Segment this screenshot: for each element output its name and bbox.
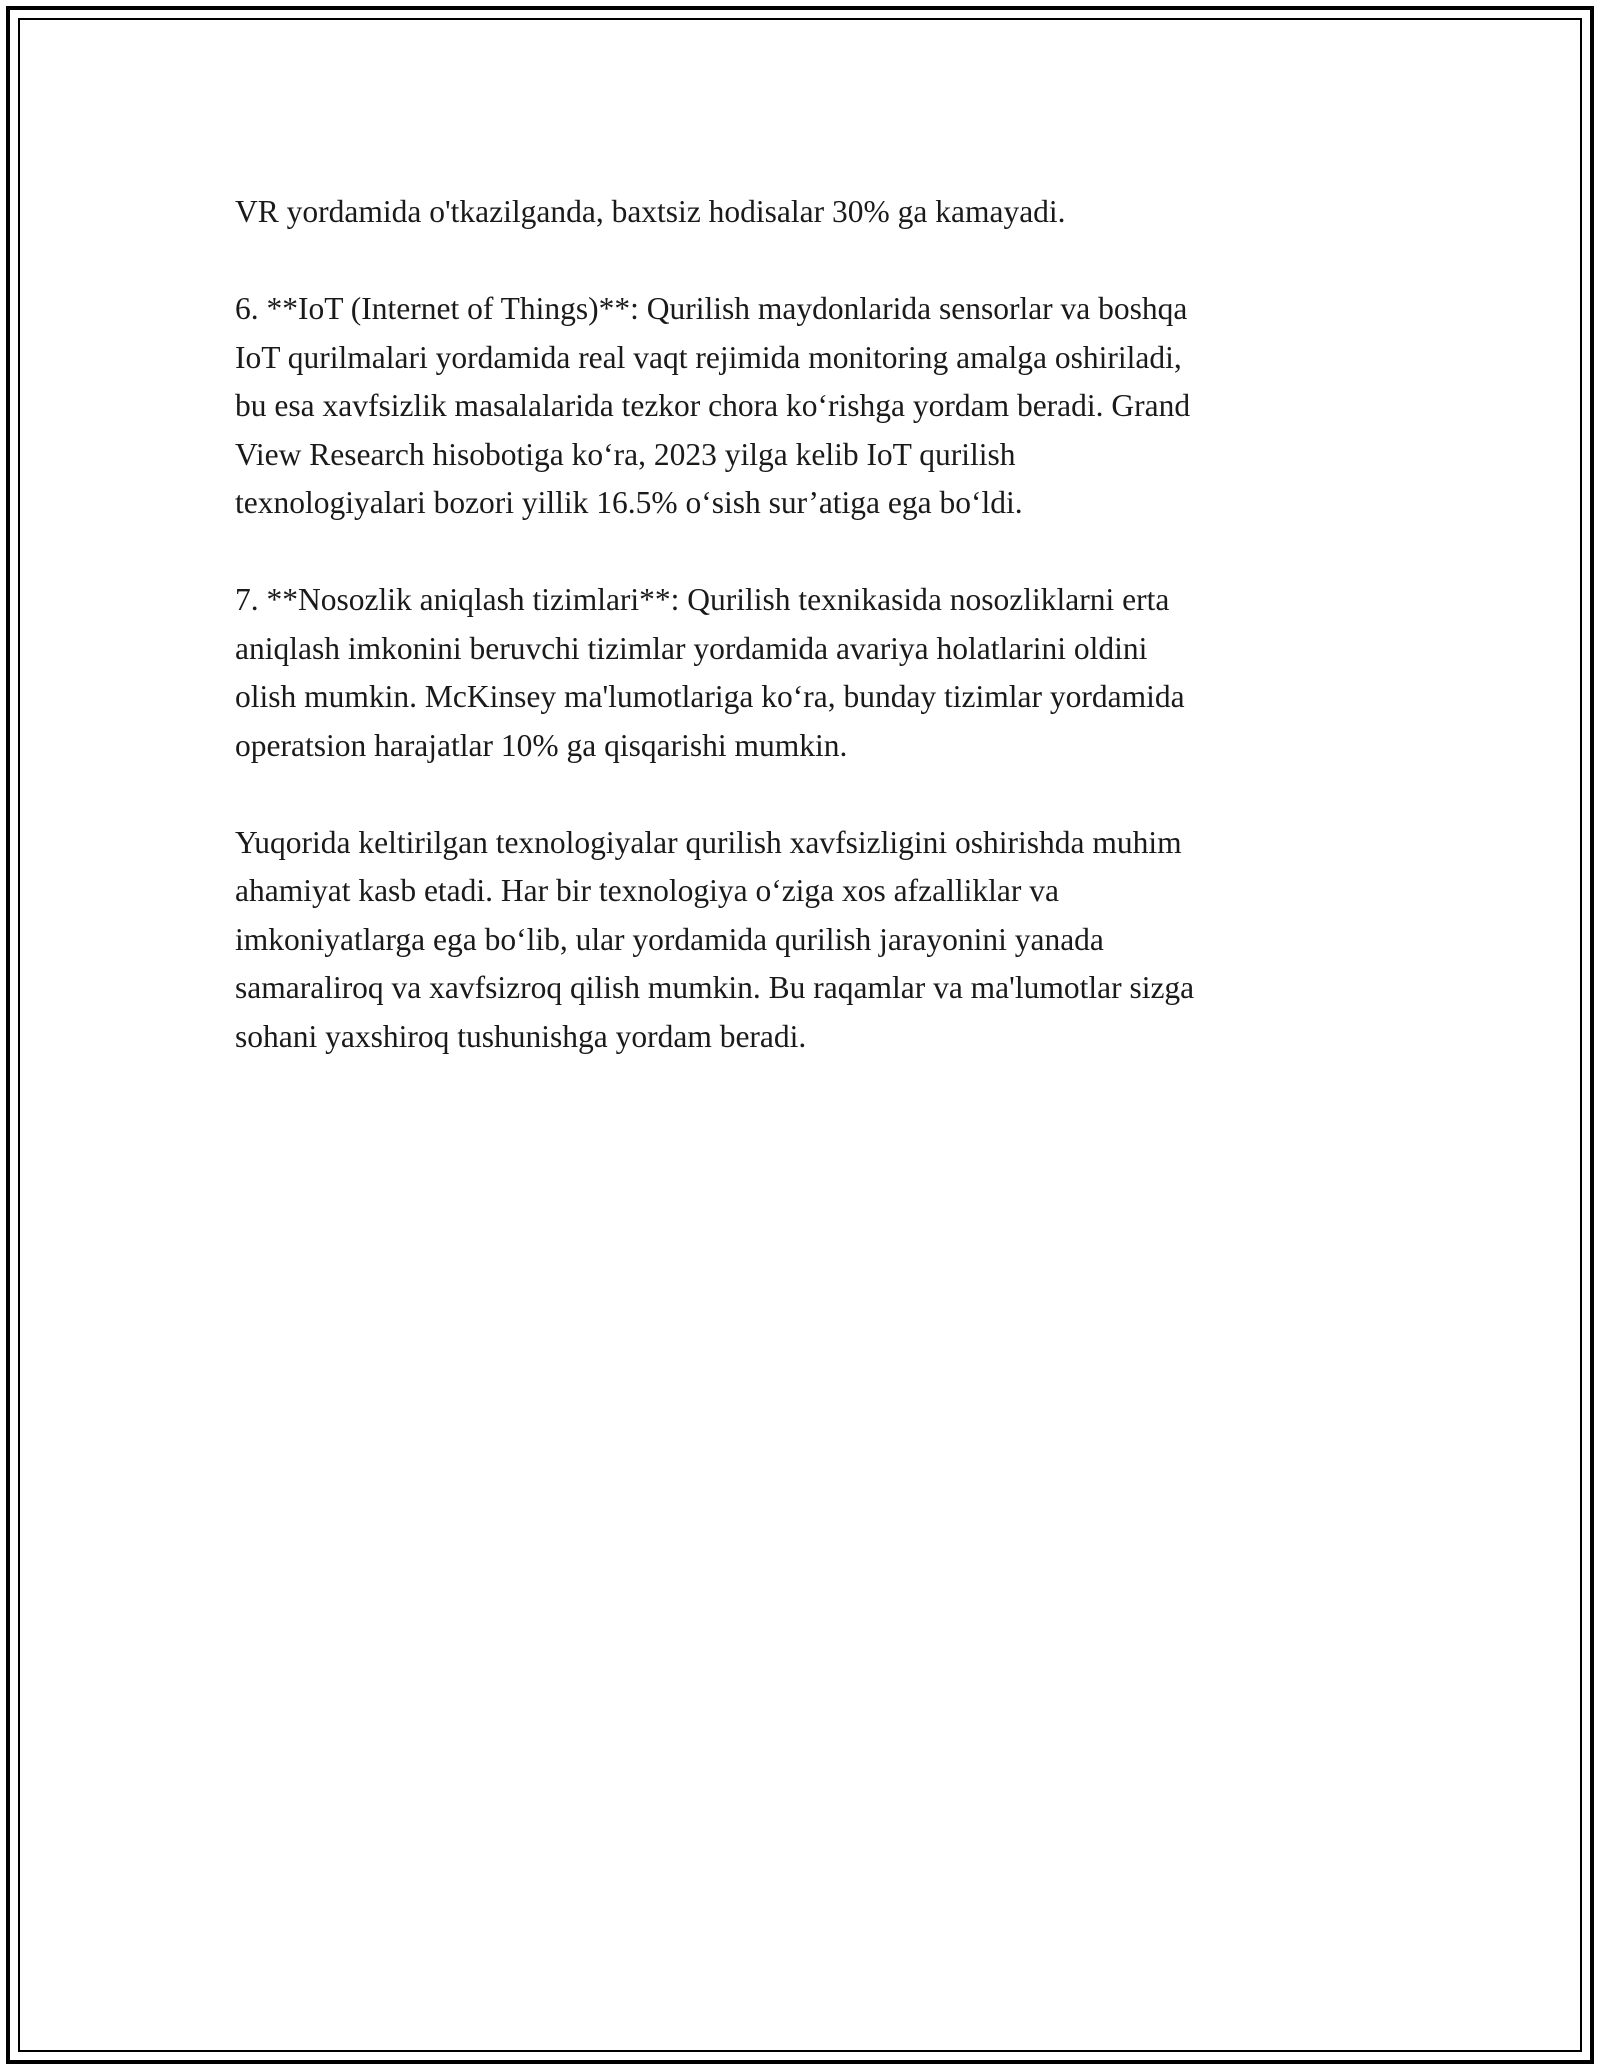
text-line: texnologiyalari bozori yillik 16.5% o‘sish sur’atiga ega bo‘ldi.: [235, 485, 1023, 520]
text-line: sohani yaxshiroq tushunishga yordam beradi.: [235, 1018, 807, 1054]
text-line: imkoniyatlarga ega bo‘lib, ular yordamida qurilish jarayonini yanada: [235, 921, 1104, 957]
text-line: operatsion harajatlar 10% ga qisqarishi mumkin.: [235, 727, 848, 763]
text-line: View Research hisobotiga ko‘ra, 2023 yilga kelib IoT qurilish: [235, 436, 1016, 472]
paragraph-vr-continuation: [235, 188, 1385, 237]
text-line: olish mumkin. McKinsey ma'lumotlariga ko‘ra, bunday tizimlar yordamida: [235, 679, 1185, 714]
text-line: Yuqorida keltirilgan texnologiyalar qurilish xavfsizligini oshirishda muhim: [235, 824, 1182, 860]
text-line: bu esa xavfsizlik masalalarida tezkor chora ko‘rishga yordam beradi. Grand: [235, 388, 1191, 423]
paragraph-fault-detection: [235, 576, 1385, 770]
text-line: ahamiyat kasb etadi. Har bir texnologiya o‘ziga xos afzalliklar va: [235, 873, 1059, 908]
paragraph-conclusion: [235, 819, 1385, 1062]
text-line: samaraliroq va xavfsizroq qilish mumkin. Bu raqamlar va ma'lumotlar sizga: [235, 970, 1195, 1005]
text-line: 6. **IoT (Internet of Things)**: Qurilish maydonlarida sensorlar va boshqa: [235, 291, 1188, 326]
text-line: 7. **Nosozlik aniqlash tizimlari**: Qurilish texnikasida nosozliklarni erta: [235, 582, 1170, 617]
document-body: [235, 188, 1385, 1110]
text-line: IoT qurilmalari yordamida real vaqt rejimida monitoring amalga oshiriladi,: [235, 339, 1182, 375]
text-line: VR yordamida o'tkazilganda, baxtsiz hodisalar 30% ga kamayadi.: [235, 194, 1066, 229]
text-line: aniqlash imkonini beruvchi tizimlar yordamida avariya holatlarini oldini: [235, 630, 1148, 666]
paragraph-iot: [235, 285, 1385, 528]
